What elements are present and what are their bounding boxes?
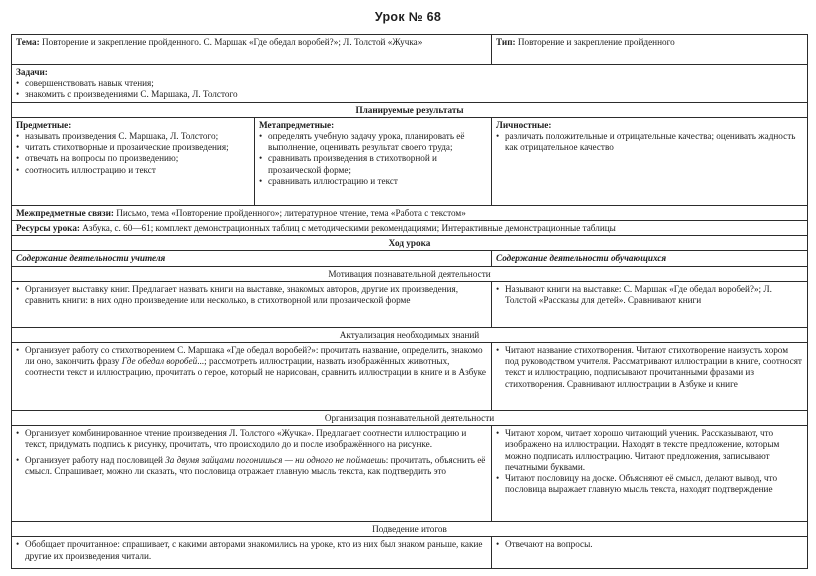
type-text: Повторение и закрепление пройденного — [517, 37, 675, 47]
tasks-label: Задачи: — [16, 67, 48, 77]
stage-header-row — [12, 327, 808, 342]
task-item: • знакомить с произведениями С. Маршака, Л. Толстого — [16, 89, 803, 100]
stage-summary-header: Подведение итогов — [12, 522, 808, 537]
teacher-activity-cell — [12, 537, 492, 569]
meta-result-item: • сравнивать иллюстрацию и текст — [259, 176, 487, 187]
topic-cell — [12, 35, 492, 65]
teacher-activity-text: Организует работу со стихотворением С. Маршака «Где обедал воробей?»: прочитать название, определить, знакомо ли оно, закончить фразу — [25, 345, 483, 367]
type-label: Тип: — [496, 37, 516, 47]
subject-results-label: Предметные: — [16, 119, 72, 130]
personal-result-item: • различать положительные и отрицательные качества; оценивать жадность как отрицательное качество — [496, 131, 803, 153]
column-headers-row — [12, 251, 808, 266]
teacher-activity: • Обобщает прочитанное: спрашивает, с какими авторами знакомились на уроке, кто из них был знаком раньше, какие другие их произведения читали. — [16, 539, 487, 561]
phrase-italic: Где обедал воробей — [121, 356, 198, 367]
planned-results-header: Планируемые результаты — [12, 102, 808, 117]
subject-results-cell — [12, 117, 255, 205]
course-header-row — [12, 236, 808, 251]
teacher-activity-cell — [12, 343, 492, 411]
student-activity-cell — [492, 426, 808, 522]
stage-motivation-header: Мотивация познавательной деятельности — [12, 266, 808, 281]
teacher-activity-cell — [12, 426, 492, 522]
stage-row — [12, 426, 808, 522]
teacher-activity-text: Организует работу над пословицей — [25, 454, 166, 465]
topic-row — [12, 35, 808, 65]
course-header: Ход урока — [12, 236, 808, 251]
student-activity: • Читают хором, читает хорошо читающий ученик. Рассказывают, что изображено на иллюстрации. Находят в тексте предложение, которым можно подписать иллюстрацию. Читают предложения, записывают печатными буквами. — [496, 428, 803, 473]
subject-result-item: • называть произведения С. Маршака, Л. Толстого; — [16, 131, 250, 142]
interdisciplinary-row — [12, 205, 808, 220]
student-activity-cell — [492, 281, 808, 327]
stage-header-row — [12, 522, 808, 537]
student-column-header: Содержание деятельности обучающихся — [492, 251, 808, 266]
stage-row — [12, 537, 808, 569]
teacher-activity — [16, 455, 487, 477]
stage-row — [12, 343, 808, 411]
student-activity: • Читают название стихотворения. Читают стихотворение наизусть хором под руководством учителя. Рассматривают иллюстрации в книге, соотносят текст и иллюстрацию, подписывают прочитанными фразами из стихотворения. Сравнивают иллюстрации в Азбуке и книге — [496, 345, 803, 390]
tasks-row — [12, 65, 808, 103]
resources-label: Ресурсы урока: — [16, 223, 80, 234]
teacher-activity-text: ...; рассмотреть иллюстрации, назвать изображённых животных, соотнести текст и иллюстрацию, прочитать о герое, который не нарисован, сравнить иллюстрации в книге и в Азбуке — [25, 356, 487, 378]
planned-results-row — [12, 117, 808, 205]
lesson-plan-table — [11, 34, 808, 569]
tasks-list — [16, 78, 803, 100]
teacher-activity: • Организует комбинированное чтение произведения Л. Толстого «Жучка». Предлагает соотнести иллюстрацию и текст, придумать подпись к рисунку, прочитать, что происходило до и после изображённого на рисунке. — [16, 428, 487, 450]
teacher-column-header: Содержание деятельности учителя — [12, 251, 492, 266]
personal-results-cell — [492, 117, 808, 205]
resources-cell — [12, 221, 808, 236]
planned-header-row — [12, 102, 808, 117]
subject-result-item: • соотносить иллюстрацию и текст — [16, 165, 250, 176]
type-cell — [492, 35, 808, 65]
subject-result-item: • читать стихотворные и прозаические произведения; — [16, 142, 250, 153]
teacher-activity — [16, 345, 487, 379]
topic-label: Тема: — [16, 37, 40, 47]
meta-result-item: • определять учебную задачу урока, планировать её выполнение, оценивать результат своего труда; — [259, 131, 487, 153]
interdisciplinary-label: Межпредметные связи: — [16, 207, 114, 218]
meta-results-label: Метапредметные: — [259, 119, 335, 130]
proverb-italic: За двумя зайцами погонишься — ни одного не поймаешь — [165, 454, 386, 465]
resources-text: Азбука, с. 60—61; комплект демонстрационных таблиц с методическими рекомендациями; Интерактивные демонстрационные таблицы — [82, 223, 616, 234]
teacher-activity: • Организует выставку книг. Предлагает назвать книги на выставке, знакомых авторов, другие их произведения, сравнить книги: в них одно произведение или несколько, в стихотворной или прозаической форме — [16, 284, 487, 306]
interdisciplinary-text: Письмо, тема «Повторение пройденного»; литературное чтение, тема «Работа с текстом» — [116, 207, 466, 218]
student-activity: • Читают пословицу на доске. Объясняют её смысл, делают вывод, что пословица выражает главную мысль текста, находят подтверждение — [496, 473, 803, 495]
student-activity: • Называют книги на выставке: С. Маршак «Где обедал воробей?»; Л. Толстой «Рассказы для детей». Сравнивают книги — [496, 284, 803, 306]
student-activity: • Отвечают на вопросы. — [496, 539, 803, 550]
stage-organization-header: Организация познавательной деятельности — [12, 411, 808, 426]
lesson-title: Урок № 68 — [374, 10, 442, 24]
stage-actualization-header: Актуализация необходимых знаний — [12, 327, 808, 342]
tasks-cell — [12, 65, 808, 103]
meta-results-cell — [255, 117, 492, 205]
stage-header-row — [12, 411, 808, 426]
interdisciplinary-cell — [12, 205, 808, 220]
topic-text: Повторение и закрепление пройденного. С. Маршак «Где обедал воробей?»; Л. Толстой «Жучка» — [42, 37, 423, 47]
student-activity-cell — [492, 343, 808, 411]
task-item: • совершенствовать навык чтения; — [16, 78, 803, 89]
meta-result-item: • сравнивать произведения в стихотворной и прозаической форме; — [259, 153, 487, 175]
personal-results-label: Личностные: — [496, 119, 552, 130]
resources-row — [12, 221, 808, 236]
teacher-activity-cell — [12, 281, 492, 327]
teacher-activity-text: : прочитать, объяснить её смысл. Спрашивает, можно ли сказать, что пословица отражает главную мысль текста, как подтвердить это — [25, 454, 486, 476]
student-activity-cell — [492, 537, 808, 569]
stage-row — [12, 281, 808, 327]
subject-result-item: • отвечать на вопросы по произведению; — [16, 153, 250, 164]
stage-header-row — [12, 266, 808, 281]
